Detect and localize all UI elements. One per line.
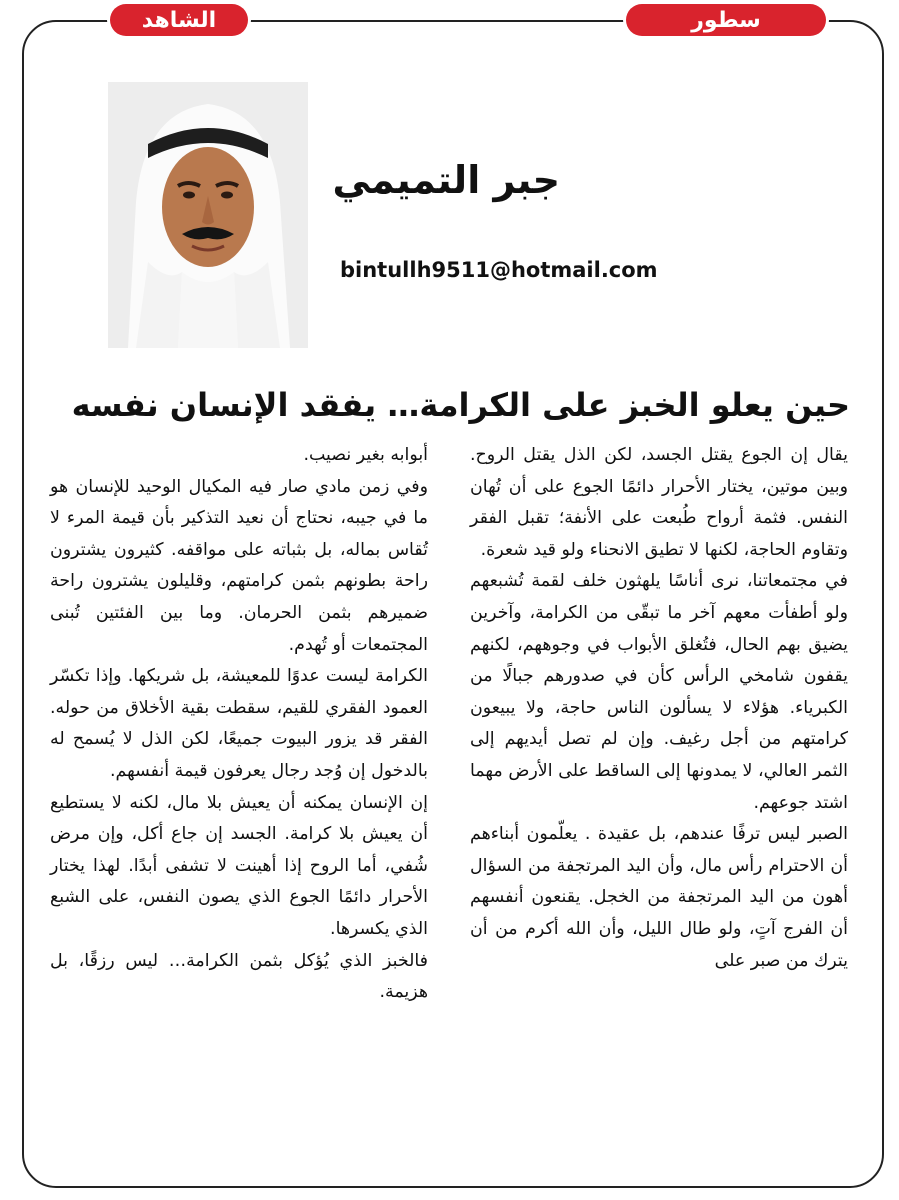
section-label: سطور xyxy=(691,7,761,33)
paragraph: يقال إن الجوع يقتل الجسد، لكن الذل يقتل الروح. وبين موتين، يختار الأحرار دائمًا الجوع على أن تُهان النفس. فثمة أرواح طُبعت على الأنفة؛ تقبل الفقر وتقاوم الحاجة، لكنها لا تطيق الانحناء ولو قيد شعرة. xyxy=(470,445,848,560)
paragraph: إن الإنسان يمكنه أن يعيش بلا مال، لكنه لا يستطيع أن يعيش بلا كرامة. الجسد إن جاع أكل، وإن مرض شُفي، أما الروح إذا أهينت لا تشفى أبدًا. لهذا يختار الأحرار دائمًا الجوع الذي يصون النفس، على الشبع الذي يكسرها. xyxy=(50,792,428,939)
paragraph: أبوابه بغير نصيب. xyxy=(303,445,428,465)
section-label-badge xyxy=(626,4,826,36)
author-portrait-icon xyxy=(108,82,308,348)
paragraph: الكرامة ليست عدوًا للمعيشة، بل شريكها. وإذا تكسّر العمود الفقري للقيم، سقطت بقية الأخلاق من حوله. الفقر قد يزور البيوت جميعًا، لكن الذل لا يُسمح له بالدخول إن وُجد رجال يعرفون قيمة أنفسهم. xyxy=(50,666,428,781)
paragraph: الصبر ليس ترفًا عندهم، بل عقيدة . يعلّمون أبناءهم أن الاحترام رأس مال، وأن اليد المرتجفة من السؤال أهون من اليد المرتجفة من الخجل. يقنعون أنفسهم أن الفرج آتٍ، ولو طال الليل، وأن الله أكرم من أن يترك من صبر على xyxy=(470,824,848,971)
article-column-left xyxy=(50,440,428,1009)
newspaper-name: الشاهد xyxy=(141,7,217,33)
article-headline: حين يعلو الخبز على الكرامة… يفقد الإنسان نفسه xyxy=(71,386,850,424)
article-column-right xyxy=(470,440,848,977)
paragraph: فالخبز الذي يُؤكل بثمن الكرامة… ليس رزقًا، بل هزيمة. xyxy=(50,950,428,1003)
author-name: جبر التميمي xyxy=(332,158,560,202)
newspaper-name-badge xyxy=(110,4,248,36)
paragraph: وفي زمن مادي صار فيه المكيال الوحيد للإنسان هو ما في جيبه، نحتاج أن نعيد التذكير بأن قيمة المرء لا تُقاس بماله، بل بثباته على مواقفه. كثيرون يشترون راحة بطونهم بثمن كرامتهم، وقليلون يشترون راحة ضميرهم بثمن الحرمان. وما بين الفئتين تُبنى المجتمعات أو تُهدم. xyxy=(50,476,428,655)
author-email[interactable]: bintullh9511@hotmail.com xyxy=(340,258,658,282)
paragraph: في مجتمعاتنا، نرى أناسًا يلهثون خلف لقمة تُشبعهم ولو أطفأت معهم آخر ما تبقّى من الكرامة، وآخرين يضيق بهم الحال، فتُغلق الأبواب في وجوههم، لكنهم يقفون شامخي الرأس كأن في صدورهم جبالًا من الكبرياء. هؤلاء لا يسألون الناس حاجة، ولا يبيعون كرامتهم من أجل رغيف. وإن لم تصل أيديهم إلى الثمر العالي، لا يمدونها إلى الساقط على الأرض مهما اشتد جوعهم. xyxy=(470,571,848,813)
